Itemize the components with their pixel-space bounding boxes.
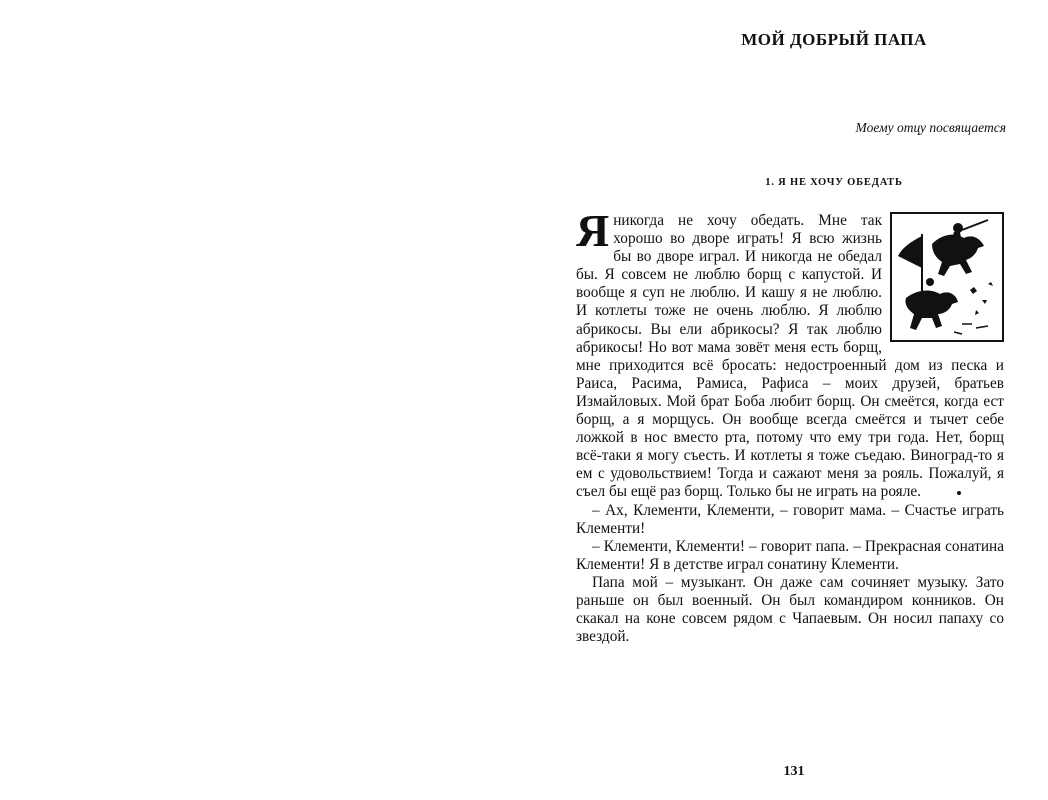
- page-number: 131: [783, 764, 805, 779]
- stray-dot: [957, 491, 961, 495]
- chapter-heading: 1. Я НЕ ХОЧУ ОБЕДАТЬ: [765, 177, 903, 188]
- paragraph-2: – Ах, Клементи, Клементи, – говорит мама. – Счастье играть Клементи!: [576, 501, 1004, 537]
- horseman-flag-drawing: [892, 214, 1002, 340]
- drop-cap: Я: [576, 205, 610, 256]
- right-page: [524, 0, 1048, 800]
- horseman-illustration: [890, 212, 1004, 342]
- paragraph-1-text: никогда не хочу обедать. Мне так хорошо во дворе играть! Я всю жизнь бы во дворе играл. И никогда не обедал бы. Я совсем не люблю борщ с капустой. И вообще я суп не люблю. И кашу я не люблю. И котлеты тоже не очень люблю. Я люблю абрикосы. Вы ели абрикосы? Я так люблю абрикосы! Но вот мама зовёт меня есть борщ, мне приходится всё бросать: недостроенный дом из песка и Раиса, Расима, Рамиса, Рафиса – моих друзей, братьев Измайловых. Мой брат Боба любит борщ. Он смеётся, когда ест борщ, а я морщусь. Он вообще всегда смеётся и тычет себе ложкой в нос вместо рта, потому что ему три года. Нет, борщ всё-таки я могу съесть. И котлеты я тоже съедаю. Виноград-то я ем с удовольствием! Тогда и сажают меня за рояль. Пожалуй, я съел бы ещё раз борщ. Только бы не играть на рояле.: [576, 212, 1004, 501]
- dedication: Моему отцу посвящается: [855, 120, 1006, 135]
- page-title: МОЙ ДОБРЫЙ ПАПА: [741, 30, 927, 49]
- paragraph-4: Папа мой – музыкант. Он даже сам сочиняет музыку. Зато раньше он был военный. Он был командиром конников. Он скакал на коне совсем рядом с Чапаевым. Он носил папаху со звездой.: [576, 573, 1004, 646]
- body-text: [576, 205, 1004, 646]
- paragraph-3: – Клементи, Клементи! – говорит папа. – Прекрасная сонатина Клементи! Я в детстве играл сонатину Клементи.: [576, 537, 1004, 573]
